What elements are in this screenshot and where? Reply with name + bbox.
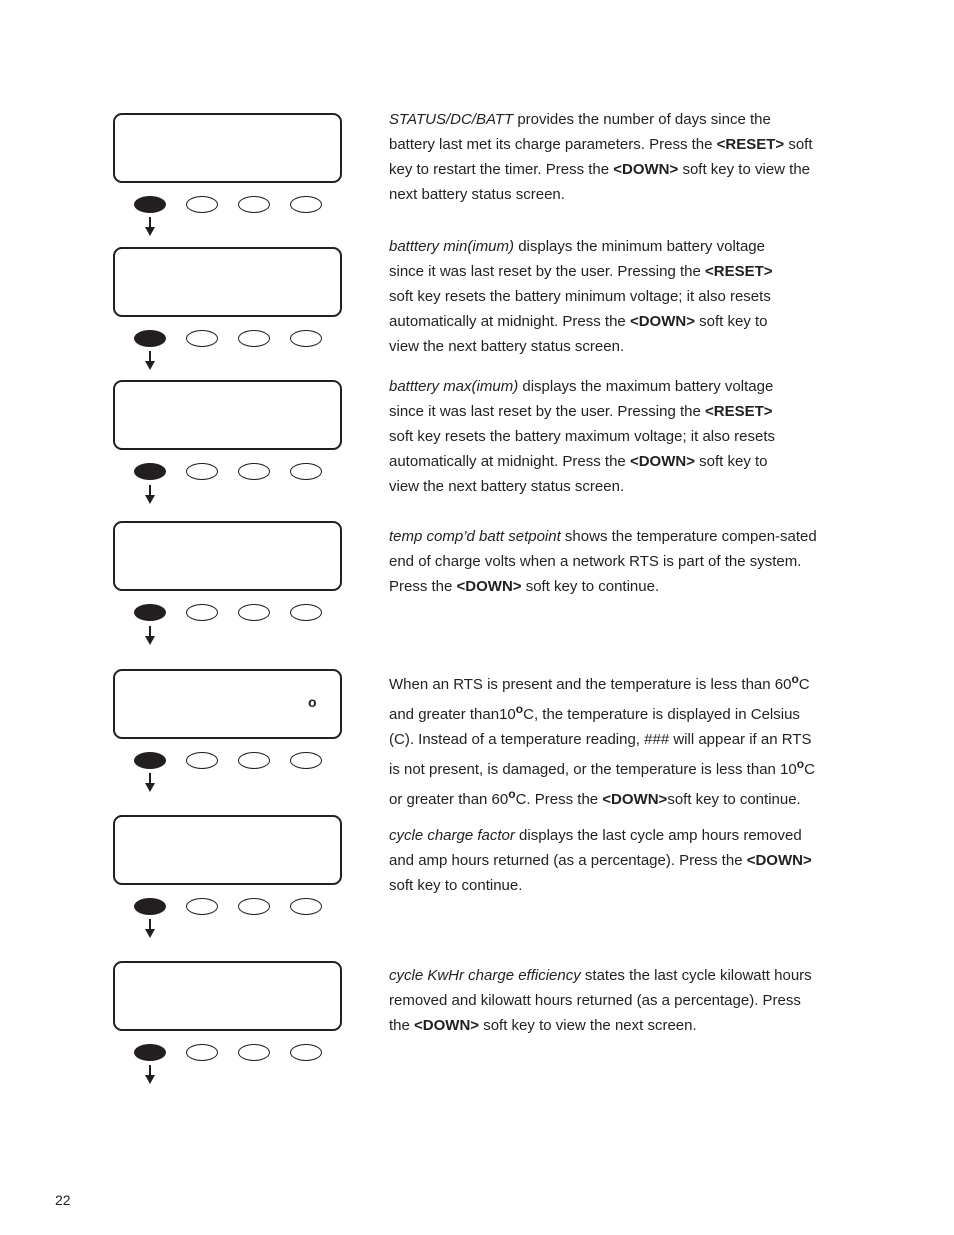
term: cycle KwHr charge efficiency bbox=[389, 967, 581, 984]
soft-key-2[interactable] bbox=[186, 604, 218, 621]
soft-key-1[interactable] bbox=[134, 752, 166, 769]
soft-key-2[interactable] bbox=[186, 463, 218, 480]
down-arrow-icon bbox=[144, 485, 156, 505]
down-key-label: <DOWN> bbox=[602, 791, 668, 808]
body-text: soft key resets the battery maximum voltage; it also resets automatically at midnight. Press the bbox=[389, 428, 775, 470]
soft-key-2[interactable] bbox=[186, 752, 218, 769]
down-arrow-icon bbox=[144, 351, 156, 371]
down-arrow-icon bbox=[144, 1065, 156, 1085]
body-text: soft key to continue. bbox=[667, 791, 801, 808]
term: STATUS/DC/BATT bbox=[389, 111, 514, 128]
down-arrow-icon bbox=[144, 626, 156, 646]
down-key-label: <DOWN> bbox=[629, 313, 695, 330]
soft-key-1[interactable] bbox=[134, 196, 166, 213]
soft-key-1[interactable] bbox=[134, 898, 166, 915]
soft-key-3[interactable] bbox=[238, 196, 270, 213]
soft-key-3[interactable] bbox=[238, 604, 270, 621]
body-text: soft key to view the next battery status screen. bbox=[389, 161, 811, 203]
soft-key-2[interactable] bbox=[186, 196, 218, 213]
down-key-label: <DOWN> bbox=[629, 453, 695, 470]
term: batttery min(imum) bbox=[389, 238, 515, 255]
body-text: C and greater than10 bbox=[389, 676, 810, 723]
body-text: soft key to view the next screen. bbox=[479, 1017, 697, 1034]
body-text: C or greater than 60 bbox=[389, 761, 815, 808]
body-text: soft key to view the next battery status screen. bbox=[389, 313, 768, 355]
degree-sign: o bbox=[515, 702, 524, 716]
lcd-screen-battery-min bbox=[113, 247, 342, 317]
lcd-screen-status-dc-batt bbox=[113, 113, 342, 183]
lcd-screen-temp-comp-setpoint bbox=[113, 521, 342, 591]
soft-key-1[interactable] bbox=[134, 604, 166, 621]
paragraph-status-dc-batt bbox=[389, 107, 819, 207]
soft-key-4[interactable] bbox=[290, 463, 322, 480]
reset-key-label: <RESET> bbox=[716, 136, 785, 153]
soft-key-4[interactable] bbox=[290, 604, 322, 621]
paragraph-battery-temperature bbox=[389, 667, 819, 812]
down-arrow-icon bbox=[144, 919, 156, 939]
body-text: soft key to view the next battery status screen. bbox=[389, 453, 768, 495]
body-text: displays the maximum battery voltage since it was last reset by the user. Pressing the bbox=[389, 378, 774, 420]
soft-key-3[interactable] bbox=[238, 898, 270, 915]
term: cycle charge factor bbox=[389, 827, 515, 844]
body-text: soft key resets the battery minimum voltage; it also resets automatically at midnight. Press the bbox=[389, 288, 771, 330]
paragraph-temp-comp-setpoint bbox=[389, 524, 819, 599]
body-text: C, the temperature is displayed in Celsius (C). Instead of a temperature reading, ### will appear if an RTS is not present, is damaged, or the temperature is less than 10 bbox=[389, 706, 812, 778]
lcd-screen-battery-temperature bbox=[113, 669, 342, 739]
soft-key-1[interactable] bbox=[134, 1044, 166, 1061]
down-key-label: <DOWN> bbox=[746, 852, 812, 869]
body-text: soft key to continue. bbox=[389, 877, 523, 894]
soft-key-3[interactable] bbox=[238, 330, 270, 347]
down-key-label: <DOWN> bbox=[414, 1017, 480, 1034]
reset-key-label: <RESET> bbox=[704, 403, 773, 420]
body-text: provides the number of days since the battery last met its charge parameters. Press the bbox=[389, 111, 771, 153]
degree-sign: o bbox=[508, 787, 516, 801]
soft-key-2[interactable] bbox=[186, 330, 218, 347]
soft-key-4[interactable] bbox=[290, 330, 322, 347]
body-text: When an RTS is present and the temperature is less than 60 bbox=[389, 676, 792, 693]
degree-symbol: o bbox=[308, 694, 317, 710]
paragraph-battery-min bbox=[389, 234, 799, 359]
body-text: shows the temperature compen-sated end of charge volts when a network RTS is part of the system. Press the bbox=[389, 528, 817, 595]
body-text: displays the minimum battery voltage since it was last reset by the user. Pressing the bbox=[389, 238, 765, 280]
term: batttery max(imum) bbox=[389, 378, 519, 395]
soft-key-2[interactable] bbox=[186, 898, 218, 915]
down-key-label: <DOWN> bbox=[613, 161, 679, 178]
soft-key-3[interactable] bbox=[238, 752, 270, 769]
term: temp comp’d batt setpoint bbox=[389, 528, 561, 545]
down-arrow-icon bbox=[144, 217, 156, 237]
soft-key-3[interactable] bbox=[238, 463, 270, 480]
reset-key-label: <RESET> bbox=[704, 263, 773, 280]
lcd-screen-cycle-kwhr-efficiency bbox=[113, 961, 342, 1031]
body-text: soft key to continue. bbox=[521, 578, 660, 595]
page-number: 22 bbox=[55, 1192, 71, 1208]
soft-key-2[interactable] bbox=[186, 1044, 218, 1061]
body-text: states the last cycle kilowatt hours removed and kilowatt hours returned (as a percentage). Press the bbox=[389, 967, 812, 1034]
degree-sign: o bbox=[796, 757, 805, 771]
body-text: C. Press the bbox=[515, 791, 603, 808]
soft-key-4[interactable] bbox=[290, 752, 322, 769]
soft-key-1[interactable] bbox=[134, 463, 166, 480]
soft-key-1[interactable] bbox=[134, 330, 166, 347]
soft-key-4[interactable] bbox=[290, 1044, 322, 1061]
soft-key-4[interactable] bbox=[290, 196, 322, 213]
paragraph-cycle-charge-factor bbox=[389, 823, 819, 898]
body-text: displays the last cycle amp hours removed and amp hours returned (as a percentage). Press the bbox=[389, 827, 802, 869]
degree-sign: o bbox=[791, 672, 799, 686]
lcd-screen-cycle-charge-factor bbox=[113, 815, 342, 885]
paragraph-cycle-kwhr-efficiency bbox=[389, 963, 819, 1038]
soft-key-3[interactable] bbox=[238, 1044, 270, 1061]
down-arrow-icon bbox=[144, 773, 156, 793]
paragraph-battery-max bbox=[389, 374, 799, 499]
down-key-label: <DOWN> bbox=[456, 578, 522, 595]
soft-key-4[interactable] bbox=[290, 898, 322, 915]
body-text: soft key to restart the timer. Press the bbox=[389, 136, 813, 178]
lcd-screen-battery-max bbox=[113, 380, 342, 450]
